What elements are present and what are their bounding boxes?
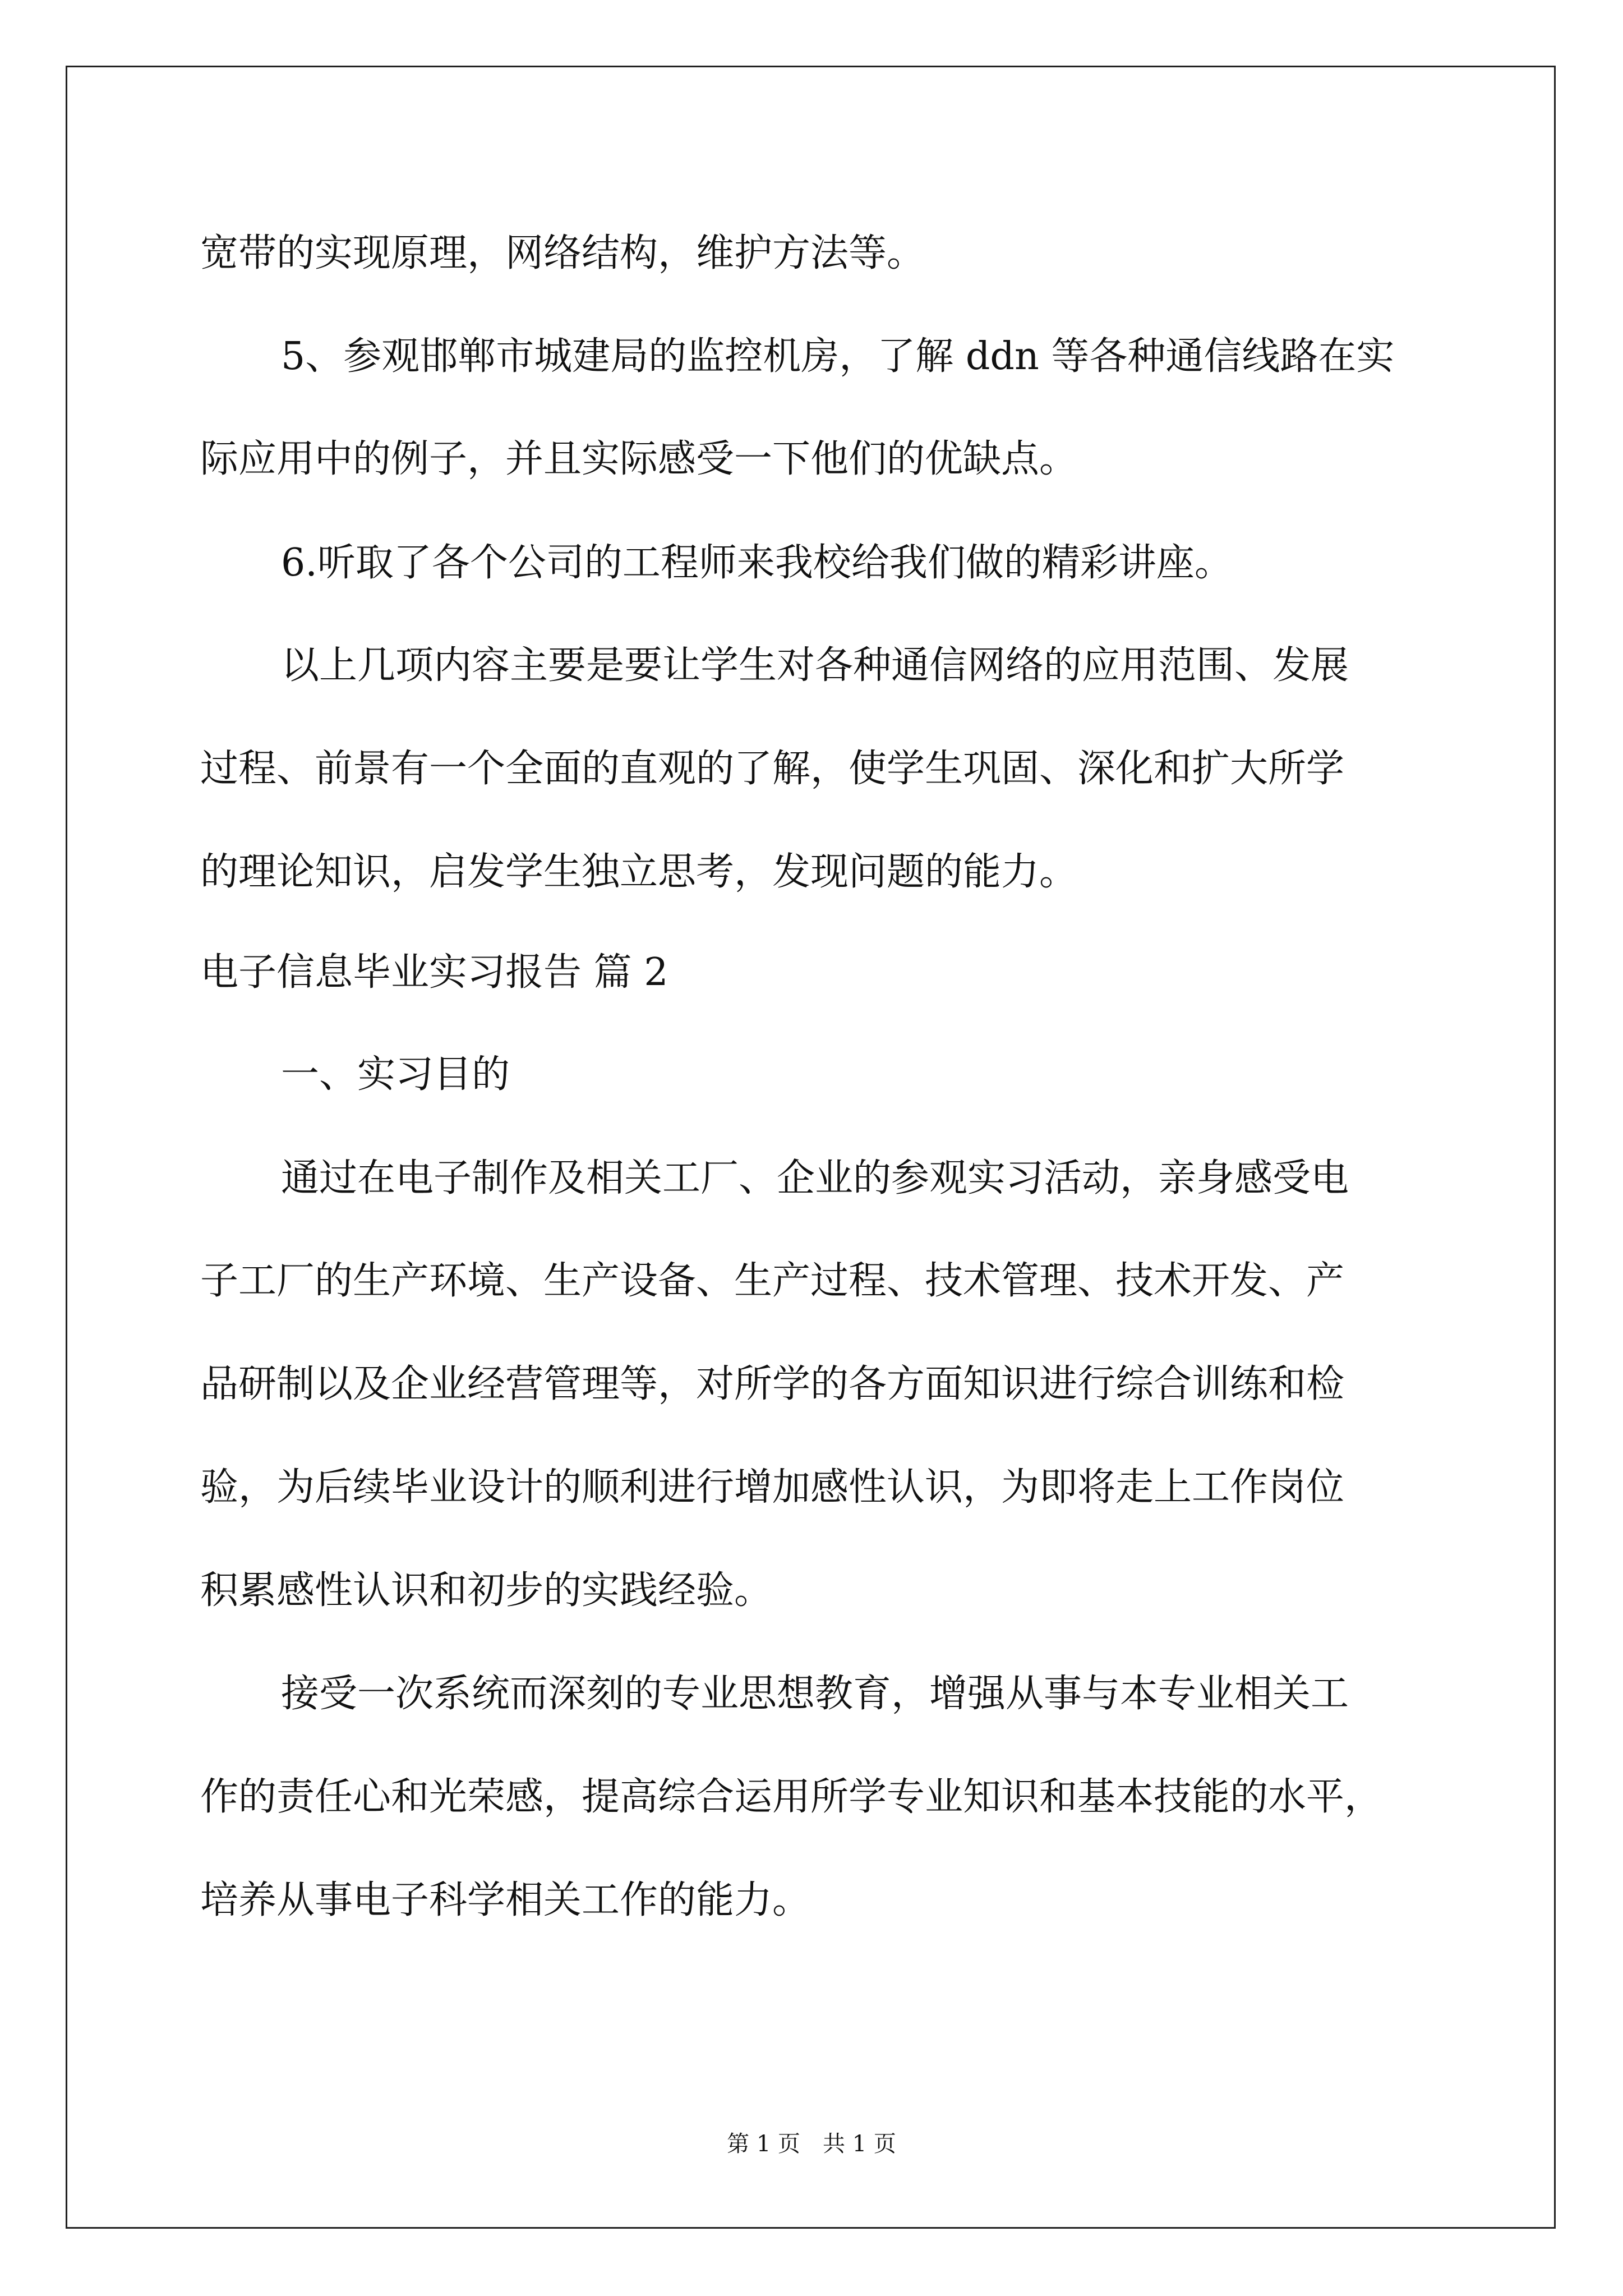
text-line: 5、参观邯郸市城建局的监控机房，了解 ddn 等各种通信线路在实: [281, 334, 1395, 379]
text-line: 宽带的实现原理，网络结构，维护方法等。: [200, 231, 925, 275]
text-line: 验，为后续毕业设计的顺利进行增加感性认识，为即将走上工作岗位: [200, 1465, 1345, 1510]
text-line: 积累感性认识和初步的实践经验。: [200, 1568, 773, 1613]
text-line: 6.听取了各个公司的工程师来我校给我们做的精彩讲座。: [281, 541, 1233, 585]
text-line: 作的责任心和光荣感，提高综合运用所学专业知识和基本技能的水平，: [200, 1775, 1383, 1819]
text-line: 以上几项内容主要是要让学生对各种通信网络的应用范围、发展: [281, 643, 1349, 688]
text-line: 的理论知识，启发学生独立思考，发现问题的能力。: [200, 850, 1078, 894]
text-line: 品研制以及企业经营管理等，对所学的各方面知识进行综合训练和检: [200, 1362, 1345, 1406]
text-line: 际应用中的例子，并且实际感受一下他们的优缺点。: [200, 437, 1078, 481]
page-number: 第 1 页 共 1 页: [727, 2131, 896, 2157]
text-line: 通过在电子制作及相关工厂、企业的参观实习活动，亲身感受电: [281, 1156, 1349, 1200]
text-line: 接受一次系统而深刻的专业思想教育，增强从事与本专业相关工: [281, 1672, 1349, 1716]
text-line: 过程、前景有一个全面的直观的了解，使学生巩固、深化和扩大所学: [200, 747, 1345, 791]
subsection-heading: 一、实习目的: [281, 1052, 510, 1097]
text-line: 培养从事电子科学相关工作的能力。: [200, 1878, 811, 1922]
section-heading: 电子信息毕业实习报告 篇 2: [200, 950, 668, 995]
text-line: 子工厂的生产环境、生产设备、生产过程、技术管理、技术开发、产: [200, 1259, 1345, 1303]
